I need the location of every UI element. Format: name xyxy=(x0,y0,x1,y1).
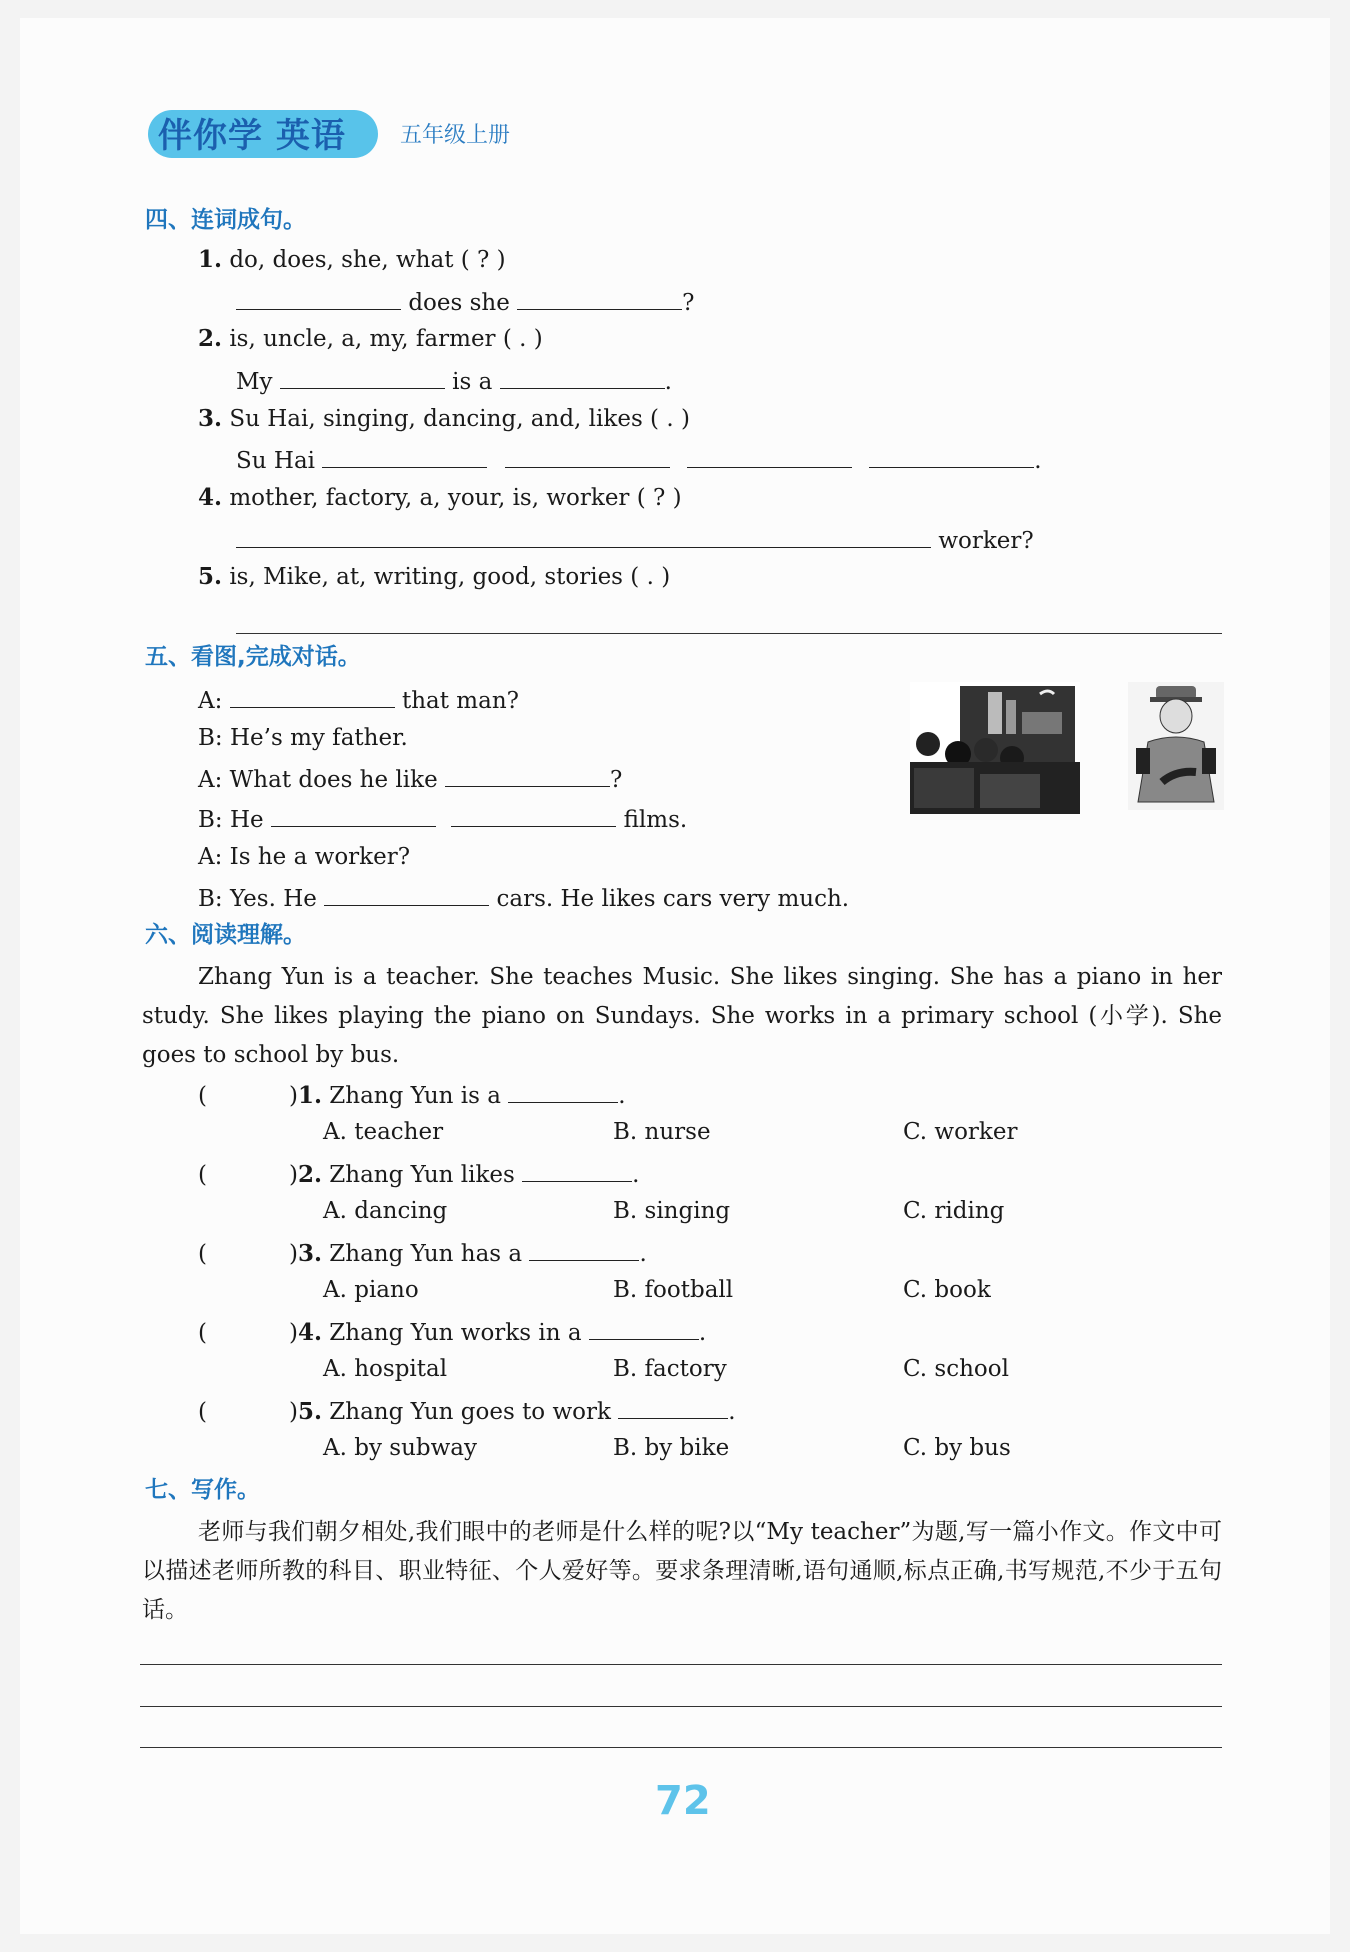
answer-blank[interactable] xyxy=(687,443,852,468)
section-7-title: 七、写作。 xyxy=(145,1477,260,1503)
mcq-option-c: C. worker xyxy=(903,1119,1018,1145)
mcq-option-b: B. factory xyxy=(613,1356,727,1382)
dialogue-line-2: B: He’s my father. xyxy=(198,725,408,751)
writing-prompt: 老师与我们朝夕相处,我们眼中的老师是什么样的呢?以“My teacher”为题,写一篇小作文。作文中可以描述老师所教的科目、职业特征、个人爱好等。要求条理清晰,语句通顺,标点正确,书写规范,不少于五句话。 xyxy=(142,1519,1222,1623)
mcq-option-a: A. teacher xyxy=(323,1119,444,1145)
header-grade: 五年级上册 xyxy=(400,123,511,148)
q4-2-words: 2. is, uncle, a, my, farmer ( . ) xyxy=(198,325,543,352)
answer-blank[interactable] xyxy=(324,881,489,906)
answer-blank[interactable] xyxy=(271,802,436,827)
mcq-option-c: C. school xyxy=(903,1356,1009,1382)
q4-4-words: 4. mother, factory, a, your, is, worker ( ? ) xyxy=(198,484,682,511)
dialogue-line-6: B: Yes. He cars. He likes cars very much. xyxy=(198,881,849,914)
answer-blank[interactable] xyxy=(529,1236,639,1261)
writing-line[interactable] xyxy=(140,1664,1222,1665)
question-number: 1. xyxy=(198,246,223,273)
dialogue-line-3: A: What does he like ? xyxy=(198,762,622,795)
header-logo: 伴你学 英语 xyxy=(158,116,346,156)
answer-blank[interactable] xyxy=(869,443,1034,468)
q4-4-answer: worker? xyxy=(236,523,1034,556)
answer-blank[interactable] xyxy=(505,443,670,468)
q4-1-answer: does she ? xyxy=(236,285,695,318)
q4-3-answer: Su Hai . xyxy=(236,443,1042,476)
answer-line[interactable] xyxy=(236,633,1222,634)
mcq-option-b: B. by bike xyxy=(613,1435,730,1461)
mcq-option-a: A. by subway xyxy=(323,1435,477,1461)
mcq-option-b: B. singing xyxy=(613,1198,731,1224)
mcq-option-c: C. riding xyxy=(903,1198,1005,1224)
mcq-option-a: A. piano xyxy=(323,1277,419,1303)
answer-blank[interactable] xyxy=(522,1157,632,1182)
word-list: do, does, she, what ( ? ) xyxy=(229,247,506,273)
q4-3-words: 3. Su Hai, singing, dancing, and, likes ( . ) xyxy=(198,405,690,432)
answer-blank[interactable] xyxy=(451,802,616,827)
answer-blank[interactable] xyxy=(500,364,665,389)
mcq-option-c: C. book xyxy=(903,1277,991,1303)
mcq-option-a: A. dancing xyxy=(323,1198,448,1224)
mcq-option-c: C. by bus xyxy=(903,1435,1011,1461)
mcq-question: ( )5. Zhang Yun goes to work . xyxy=(198,1394,736,1427)
dialogue-line-1: A: that man? xyxy=(198,683,519,716)
answer-blank[interactable] xyxy=(322,443,487,468)
mcq-option-a: A. hospital xyxy=(323,1356,448,1382)
mcq-option-b: B. football xyxy=(613,1277,734,1303)
q4-2-answer: My is a . xyxy=(236,364,672,397)
writing-line[interactable] xyxy=(140,1706,1222,1707)
mcq-question: ( )2. Zhang Yun likes . xyxy=(198,1157,639,1190)
section-6-title: 六、阅读理解。 xyxy=(145,922,306,948)
mcq-question: ( )4. Zhang Yun works in a . xyxy=(198,1315,706,1348)
answer-blank[interactable] xyxy=(230,683,395,708)
answer-blank[interactable] xyxy=(618,1394,728,1419)
cinema-illustration xyxy=(910,682,1080,814)
mcq-question: ( )1. Zhang Yun is a . xyxy=(198,1078,626,1111)
answer-blank[interactable] xyxy=(236,285,401,310)
mcq-option-b: B. nurse xyxy=(613,1119,711,1145)
q4-5-words: 5. is, Mike, at, writing, good, stories ( . ) xyxy=(198,563,671,590)
page-number: 72 xyxy=(655,1778,711,1824)
dialogue-line-4: B: He films. xyxy=(198,802,687,835)
answer-blank[interactable] xyxy=(280,364,445,389)
answer-blank[interactable] xyxy=(589,1315,699,1340)
answer-blank[interactable] xyxy=(508,1078,618,1103)
q4-1-words xyxy=(198,245,506,275)
worker-illustration xyxy=(1128,682,1224,810)
mcq-question: ( )3. Zhang Yun has a . xyxy=(198,1236,647,1269)
reading-passage: Zhang Yun is a teacher. She teaches Music. She likes singing. She has a piano in her study. She likes playing the piano on Sundays. She works in a primary school (小学). She goes to school by bus. xyxy=(142,964,1222,1068)
writing-line[interactable] xyxy=(140,1747,1222,1748)
answer-blank[interactable] xyxy=(445,762,610,787)
dialogue-line-5: A: Is he a worker? xyxy=(198,844,411,870)
answer-blank[interactable] xyxy=(517,285,682,310)
answer-blank[interactable] xyxy=(236,523,931,548)
section-4-title: 四、连词成句。 xyxy=(145,207,306,233)
section-5-title: 五、看图,完成对话。 xyxy=(145,644,361,670)
